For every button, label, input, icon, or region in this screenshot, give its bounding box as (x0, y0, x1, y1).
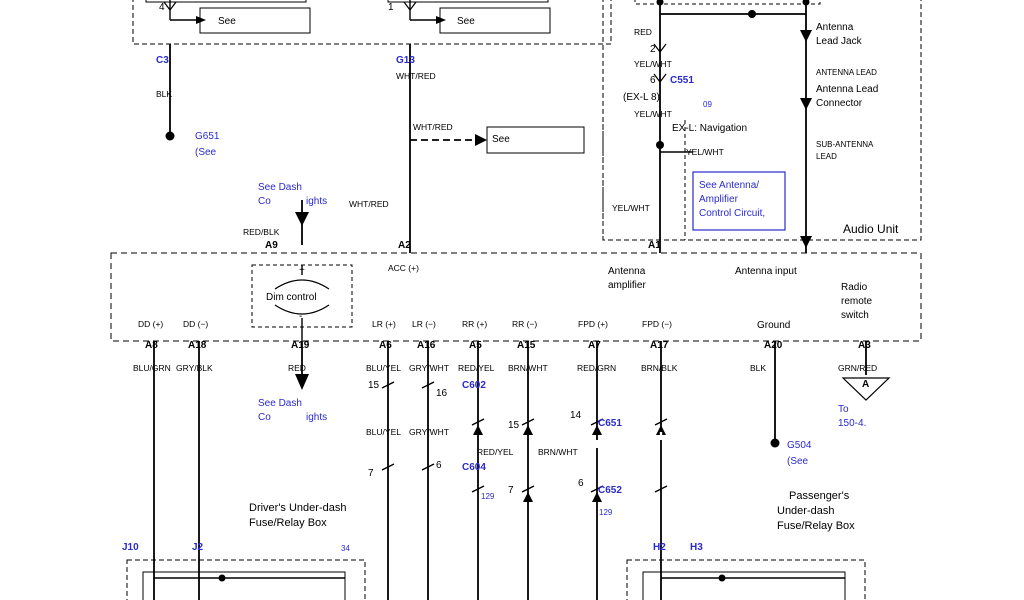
pin-a16: A16 (417, 340, 436, 351)
wire-blu-yel-lower: BLU/YEL (366, 427, 401, 437)
wire-brn-wht-lower: BRN/WHT (538, 447, 578, 457)
to-150-4-line2[interactable]: 150-4. (838, 418, 867, 429)
connector-c602: C602 (462, 380, 486, 391)
see-dash-lights-2[interactable]: Co (258, 196, 271, 207)
label-dd-plus: DD (+) (138, 319, 164, 329)
pin-a6: A6 (379, 340, 392, 351)
wire-gry-wht: GRY/WHT (409, 363, 449, 373)
wire-wht-red-3: WHT/RED (349, 199, 389, 209)
pin-6-label: 6 (650, 75, 656, 86)
exl-navigation-label: EX-L: Navigation (672, 123, 748, 134)
pin-a9: A9 (265, 240, 278, 251)
connector-c652: C652 (598, 485, 622, 496)
drivers-fuse-box-2: Fuse/Relay Box (249, 517, 327, 529)
pin-4-label: 4 (159, 2, 165, 13)
wire-blk-a20: BLK (750, 363, 767, 373)
wire-grn-red: GRN/RED (838, 363, 878, 373)
see-dash-lights-lower-3[interactable]: ights (306, 412, 328, 423)
plus-sign: + (299, 265, 305, 276)
pin-a3: A3 (858, 340, 871, 351)
see-dash-lights-3[interactable]: ights (306, 196, 328, 207)
to-150-4-line1[interactable]: To (838, 404, 849, 415)
label-lr-plus: LR (+) (372, 319, 396, 329)
label-dd-minus: DD (−) (183, 319, 209, 329)
antenna-lead-label: ANTENNA LEAD (816, 68, 877, 77)
passengers-fuse-box-2: Under-dash (777, 505, 835, 517)
see-dash-lights-1[interactable]: See Dash (258, 182, 302, 193)
code-129-b: 129 (599, 508, 613, 517)
label-rr-plus: RR (+) (462, 319, 488, 329)
wire-gry-blk: GRY/BLK (176, 363, 213, 373)
wire-red-blk: RED/BLK (243, 227, 280, 237)
wire-wht-red-1: WHT/RED (396, 71, 436, 81)
wire-brn-wht: BRN/WHT (508, 363, 548, 373)
c652-count-6: 6 (578, 478, 584, 489)
wire-brn-blk: BRN/BLK (641, 363, 678, 373)
ground-g504-see[interactable]: (See (787, 456, 809, 467)
passengers-fuse-box-3: Fuse/Relay Box (777, 520, 855, 532)
radio-remote-switch-1: Radio (841, 282, 868, 293)
radio-remote-switch-3: switch (841, 310, 869, 321)
label-fpd-plus: FPD (+) (578, 319, 608, 329)
wire-blk-top: BLK (156, 89, 173, 99)
wire-yel-wht-4: YEL/WHT (612, 203, 650, 213)
see-antenna-link-3[interactable]: Control Circuit, (699, 208, 766, 219)
antenna-lead-connector-1: Antenna Lead (816, 84, 879, 95)
pin-a1: A1 (648, 240, 661, 251)
pin-a5: A5 (469, 340, 482, 351)
label-rr-minus: RR (−) (512, 319, 538, 329)
drivers-fuse-box-1: Driver's Under-dash (249, 502, 347, 514)
c602-count-15: 15 (368, 380, 380, 391)
passengers-fuse-box-1: Passenger's (789, 490, 850, 502)
connector-j2: J2 (192, 542, 204, 553)
c604-count-6: 6 (436, 460, 442, 471)
wire-yel-wht-1: YEL/WHT (634, 59, 672, 69)
connector-h3: H3 (690, 542, 703, 553)
c651-count-14: 14 (570, 410, 582, 421)
c604-count-7: 7 (368, 468, 374, 479)
antenna-lead-jack-2: Lead Jack (816, 36, 862, 47)
connector-c651: C651 (598, 418, 622, 429)
exl8-label: (EX-L 8) (623, 92, 660, 103)
sub-antenna-lead-2: LEAD (816, 152, 837, 161)
wire-blu-grn: BLU/GRN (133, 363, 171, 373)
code-34: 34 (341, 544, 350, 553)
connector-c551: C551 (670, 75, 694, 86)
wire-yel-wht-2: YEL/WHT (634, 109, 672, 119)
wire-blu-yel: BLU/YEL (366, 363, 401, 373)
wire-red: RED (634, 27, 652, 37)
connector-c3: C3 (156, 55, 169, 66)
pin-a19: A19 (291, 340, 310, 351)
code-129-a: 129 (481, 492, 495, 501)
label-lr-minus: LR (−) (412, 319, 436, 329)
antenna-lead-jack-1: Antenna (816, 22, 854, 33)
antenna-lead-connector-2: Connector (816, 98, 863, 109)
antenna-input-label: Antenna input (735, 266, 797, 277)
wire-gry-wht-lower: GRY/WHT (409, 427, 449, 437)
connector-g13: G13 (396, 55, 415, 66)
radio-remote-switch-2: remote (841, 296, 873, 307)
see-antenna-link-2[interactable]: Amplifier (699, 194, 738, 205)
wire-red-yel-lower: RED/YEL (477, 447, 514, 457)
code-09: 09 (703, 100, 712, 109)
connector-j10: J10 (122, 542, 139, 553)
see-box-3[interactable]: See (492, 134, 510, 145)
connector-c604: C604 (462, 462, 486, 473)
ground-g651: G651 (195, 131, 220, 142)
ground-g504: G504 (787, 440, 812, 451)
wire-red-yel: RED/YEL (458, 363, 495, 373)
connector-h2: H2 (653, 542, 666, 553)
acc-label: ACC (+) (388, 263, 419, 273)
see-dash-lights-lower-2[interactable]: Co (258, 412, 271, 423)
pin-a17: A17 (650, 340, 669, 351)
c651-count-15: 15 (508, 420, 520, 431)
antenna-amplifier-2: amplifier (608, 280, 646, 291)
pin-a20: A20 (764, 340, 783, 351)
antenna-amplifier-1: Antenna (608, 266, 646, 277)
ground-g651-see[interactable]: (See (195, 147, 217, 158)
wire-yel-wht-3: YEL/WHT (686, 147, 724, 157)
label-ground: Ground (757, 320, 791, 331)
pin-a7: A7 (588, 340, 601, 351)
pin-1-label: 1 (388, 2, 394, 13)
pin-a18: A18 (188, 340, 207, 351)
audio-unit-title: Audio Unit (843, 222, 899, 236)
pin-a15: A15 (517, 340, 536, 351)
ref-triangle-a: A (862, 379, 870, 390)
c652-count-7: 7 (508, 485, 514, 496)
sub-antenna-lead-1: SUB-ANTENNA (816, 140, 874, 149)
dim-control-label: Dim control (266, 292, 317, 303)
wire-wht-red-2: WHT/RED (413, 122, 453, 132)
wire-red-grn: RED/GRN (577, 363, 617, 373)
c602-count-16: 16 (436, 388, 448, 399)
pin-a2: A2 (398, 240, 411, 251)
wire-red-a19: RED (288, 363, 306, 373)
see-box-1[interactable]: See (218, 16, 236, 27)
label-fpd-minus: FPD (−) (642, 319, 672, 329)
pin-a8: A8 (145, 340, 158, 351)
pin-2-label: 2 (650, 44, 656, 55)
see-box-2[interactable]: See (457, 16, 475, 27)
minus-sign: - (299, 311, 303, 322)
see-antenna-link-1[interactable]: See Antenna/ (699, 180, 760, 191)
see-dash-lights-lower-1[interactable]: See Dash (258, 398, 302, 409)
